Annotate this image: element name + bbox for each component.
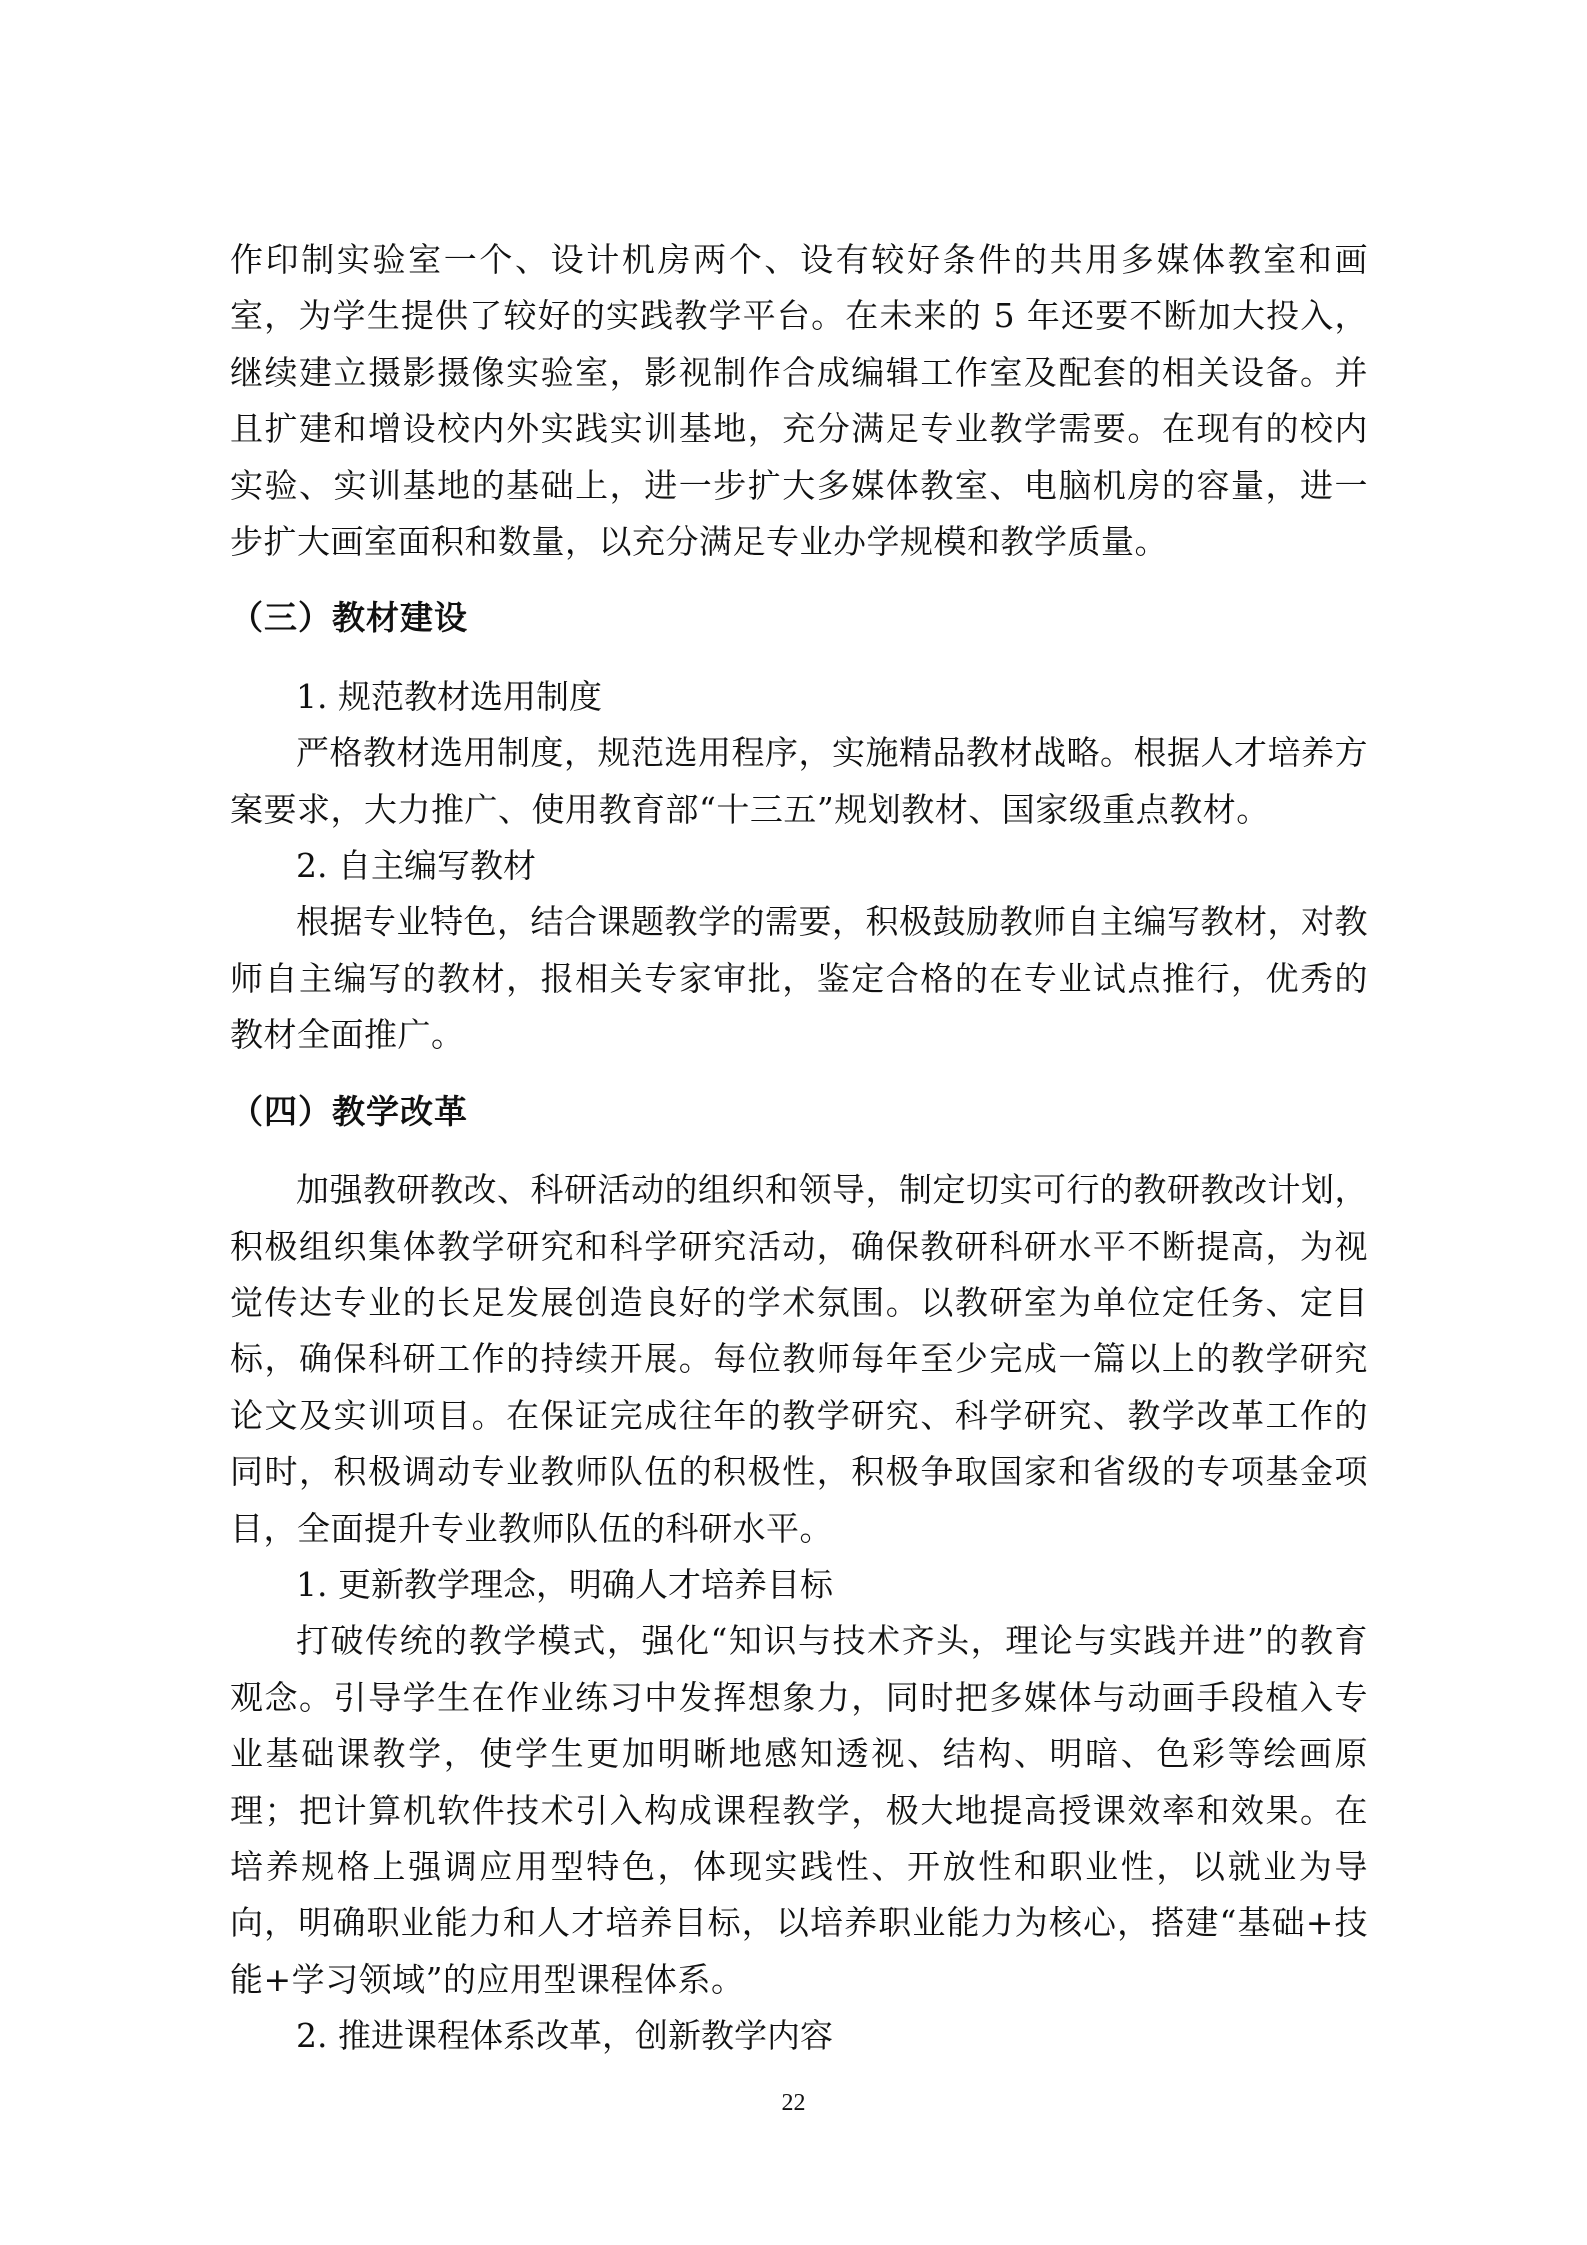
item-title-curriculum-reform: 2. 推进课程体系改革，创新教学内容 <box>296 2016 833 2056</box>
section-heading-textbooks: （三）教材建设 <box>230 598 468 638</box>
section-heading-teaching-reform: （四）教学改革 <box>230 1091 468 1131</box>
page-number: 22 <box>781 2090 806 2116</box>
page-content <box>230 232 1368 2065</box>
paragraph-textbook-selection: 严格教材选用制度，规范选用程序，实施精品教材战略。根据人才培养方案要求，大力推广、使用教育部“十三五”规划教材、国家级重点教材。 <box>230 733 1368 829</box>
paragraph-teaching-concept: 打破传统的教学模式，强化“知识与技术齐头，理论与实践并进”的教育观念。引导学生在作业练习中发挥想象力，同时把多媒体与动画手段植入专业基础课教学，使学生更加明晰地感知透视、结构、明暗、色彩等绘画原理；把计算机软件技术引入构成课程教学，极大地提高授课效率和效果。在培养规格上强调应用型特色，体现实践性、开放性和职业性，以就业为导向，明确职业能力和人才培养目标，以培养职业能力为核心，搭建“基础+技能+学习领域”的应用型课程体系。 <box>230 1621 1368 1999</box>
item-title-self-compiled: 2. 自主编写教材 <box>296 846 536 886</box>
paragraph-continued: 作印制实验室一个、设计机房两个、设有较好条件的共用多媒体教室和画室，为学生提供了较好的实践教学平台。在未来的 5 年还要不断加大投入，继续建立摄影摄像实验室，影视制作合成编辑工作室及配套的相关设备。并且扩建和增设校内外实践实训基地，充分满足专业教学需要。在现有的校内实验、实训基地的基础上，进一步扩大多媒体教室、电脑机房的容量，进一步扩大画室面积和数量，以充分满足专业办学规模和教学质量。 <box>230 240 1368 562</box>
paragraph-teaching-reform-intro: 加强教研教改、科研活动的组织和领导，制定切实可行的教研教改计划，积极组织集体教学研究和科学研究活动，确保教研科研水平不断提高，为视觉传达专业的长足发展创造良好的学术氛围。以教研室为单位定任务、定目标，确保科研工作的持续开展。每位教师每年至少完成一篇以上的教学研究论文及实训项目。在保证完成往年的教学研究、科学研究、教学改革工作的同时，积极调动专业教师队伍的积极性，积极争取国家和省级的专项基金项目，全面提升专业教师队伍的科研水平。 <box>230 1170 1368 1548</box>
item-title-teaching-concept: 1. 更新教学理念，明确人才培养目标 <box>296 1564 833 1604</box>
paragraph-self-compiled: 根据专业特色，结合课题教学的需要，积极鼓励教师自主编写教材，对教师自主编写的教材，报相关专家审批，鉴定合格的在专业试点推行，优秀的教材全面推广。 <box>230 902 1368 1055</box>
item-title-textbook-selection: 1. 规范教材选用制度 <box>296 676 602 716</box>
